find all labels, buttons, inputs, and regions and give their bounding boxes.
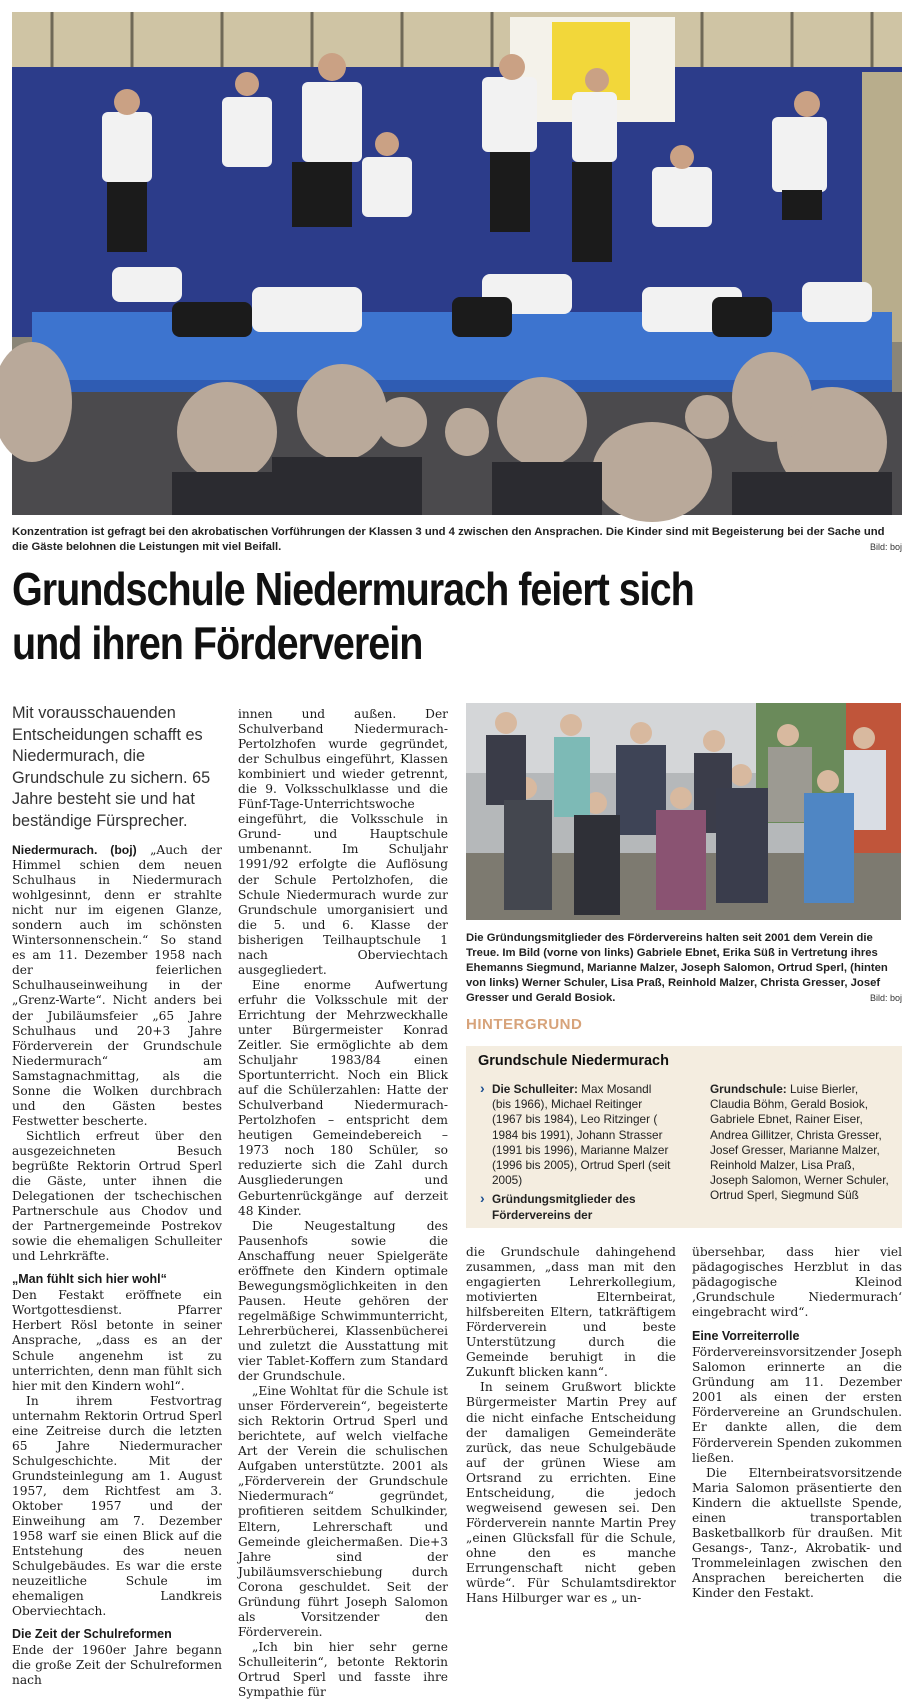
subheading-man-fuehlt-sich-wohl: „Man fühlt sich hier wohl“ bbox=[12, 1272, 167, 1287]
item-text: Luise Bierler, Claudia Böhm, Gerald Bosiok, Gabriele Ebnet, Rainer Eiser, Andrea Gillitzer, Christa Gresser, Josef Gresser, Marianne Malzer, Reinhold Malzer, Lisa Praß, Joseph Salomon, Werner Schuler, Ortrud Sperl, Siegmund Süß bbox=[710, 1082, 889, 1203]
photo-acrobatics-credit: Bild: boj bbox=[869, 542, 902, 552]
hintergrund-box bbox=[466, 1046, 902, 1228]
photo-founding-members-caption: Die Gründungsmitglieder des Fördervereins halten seit 2001 dem Verein die Treue. Im Bild (vorne von links) Gabriele Ebnet, Erika Süß in Vertretung ihres Ehemanns Siegmund, Marianne Malzer, Joseph Salomon, Ortrud Sperl, (hinten von links) Werner Schuler, Lisa Praß, Reinhold Malzer, Christa Gresser, Josef Gresser und Gerald Bosiok. bbox=[466, 932, 888, 1004]
paragraph-text: „Auch der Himmel schien dem neuen Schulhaus in Niedermurach wohlgesinnt, denn er strahlte nicht nur im eigenen Glanze, sondern auch im schönsten Wintersonnenschein.“ So stand es am 11. Dezember 1958 nach der feierlichen Schulhauseinweihung in der „Grenz-Warte“. Nicht anders bei der Jubiläumsfeier „65 Jahre Schulhaus und 20+3 Jahre Förderverein der Grundschule Niedermurach“ am Samstagnachmittag, als die Sonne die Wolken durchbrach und den Gästen bestes Festwetter bescherte. bbox=[12, 843, 222, 1128]
hintergrund-kicker: HINTERGRUND bbox=[466, 1016, 583, 1033]
hintergrund-title: Grundschule Niedermurach bbox=[478, 1053, 669, 1069]
photo-acrobatics-image bbox=[12, 12, 902, 515]
headline bbox=[12, 562, 782, 670]
paragraph: In seinem Grußwort blickte Bürgermeister Martin Prey auf die nicht einfache Entscheidung der damaligen Gemeinderäte zurück, das neue Schulgebäude auf der grünen Wiese am Ortsrand zu errichten. Eine Entscheidung, die jedoch wegweisend gewesen sei. Den Förderverein nannte Martin Prey „einen Glücksfall für die Schule, ohne den es manche Errungenschaft nicht geben würde“. Für Schulamtsdirektor Hans Hilburger war es „ un- bbox=[466, 1380, 676, 1606]
column-2 bbox=[238, 707, 448, 1700]
photo-founding-members-credit: Bild: boj bbox=[869, 993, 902, 1003]
paragraph: die Grundschule dahingehend zusammen, „dass man mit den engagierten Lehrerkollegium, motivierten Elternbeirat, hilfsbereiten Eltern, tatkräftigem Förderverein und beste Unterstützung durch die Gemeinde beruhigt in die Zukunft blicken kann“. bbox=[466, 1245, 676, 1380]
hintergrund-item-schulleiter bbox=[478, 1082, 672, 1188]
paragraph: „Ich bin hier sehr gerne Schulleiterin“, betonte Rektorin Ortrud Sperl und fasste ihre Sympathie für bbox=[238, 1639, 448, 1700]
paragraph: „Eine Wohltat für die Schule ist unser Förderverein“, begeisterte sich Rektorin Ortrud Sperl und berichtete, auf welch vielfache Art der Verein die schulischen Aufgaben unterstützte. 2001 als „Förderverein der Grundschule Niedermurach“ gegründet, profitieren seitdem Schulkinder, Eltern, Lehrerschaft und Gemeinde gleichermaßen. Die+3 Jahre sind der Jubiläumsverschiebung durch Corona geschuldet. Seit der Gründung führt Joseph Salomon als Vorsitzender den Förderverein. bbox=[238, 1384, 448, 1639]
photo-acrobatics bbox=[12, 12, 902, 515]
teaser: Mit vorausschauenden Entscheidungen schafft es Niedermurach, die Grundschule zu sichern. 65 Jahre besteht sie und hat beständige Fürsprecher. bbox=[12, 704, 211, 830]
subheading-vorreiterrolle: Eine Vorreiterrolle bbox=[692, 1329, 800, 1344]
photo-acrobatics-caption: Konzentration ist gefragt bei den akrobatischen Vorführungen der Klassen 3 und 4 zwischen den Ansprachen. Die Kinder sind mit Begeisterung bei der Sache und die Gäste belohnen die Leistungen mit viel Beifall. bbox=[12, 526, 885, 553]
item-label: Gründungsmitglieder des Fördervereins der Grundschule: bbox=[492, 1082, 787, 1222]
column-4 bbox=[692, 1245, 902, 1601]
paragraph: Die Elternbeiratsvorsitzende Maria Salomon präsentierte den Kindern die aktuellste Spende, einen transportablen Basketballkorb für draußen. Mit Gesangs-, Tanz-, Akrobatik- und Trommeleinlagen zwischen den Ansprachen bereicherten die Kinder den Festakt. bbox=[692, 1465, 902, 1600]
paragraph bbox=[12, 843, 222, 1129]
paragraph: Den Festakt eröffnete ein Wortgottesdienst. Pfarrer Herbert Rösl betonte in seiner Ansprache, „dass es an der Schule angenehm ist zu unterrichten, denn man fühlt sich hier mit den Kindern wohl“. bbox=[12, 1288, 222, 1393]
item-text: Max Mosandl (bis 1966), Michael Reitinger (1967 bis 1984), Leo Ritzinger ( 1984 bis 1991), Johann Strasser (1991 bis 1996), Marianne Malzer (1996 bis 2005), Ortrud Sperl (seit 2005) bbox=[492, 1082, 671, 1188]
paragraph: übersehbar, dass hier viel pädagogisches Herzblut in das pädagogische Kleinod ‚Grundschule Niedermurach‘ eingebracht wird“. bbox=[692, 1245, 902, 1320]
paragraph: Fördervereinsvorsitzender Joseph Salomon erinnerte an die Gründung am 11. Dezember 2001 als einen der ersten Fördervereine an Grundschulen. Er dankte allen, die dem Förderverein Spenden zukommen ließen. bbox=[692, 1345, 902, 1465]
paragraph: Die Neugestaltung des Pausenhofs sowie die Anschaffung neuer Spielgeräte eröffnete den Kindern optimale Bewegungsmöglichkeiten in den Pausen. Heute gehören der regelmäßige Schwimmunterricht, Lehrerbücherei, Klassenbücherei und zuletzt die Ausstattung mit vier Tablet-Koffern zum Standard der Grundschule. bbox=[238, 1218, 448, 1384]
headline-line-2: und ihren Förderverein bbox=[12, 617, 423, 669]
photo-founding-members bbox=[466, 703, 901, 920]
item-label: Die Schulleiter: bbox=[492, 1082, 578, 1096]
photo-founding-members-image bbox=[466, 703, 901, 920]
dateline: Niedermurach. (boj) bbox=[12, 843, 137, 857]
paragraph: innen und außen. Der Schulverband Niedermurach-Pertolzhofen wurde gegründet, der Schulbus eingeführt, Klassen kombiniert und wieder getrennt, die 9. Volksschulklasse und die Fünf-Tage-Unterrichtswoche eingeführt, die Volksschule in Grund- und Hauptschule umbenannt. Im Schuljahr 1991/92 erfolgte die Auflösung der Schule Pertolzhofen, die Schule Niedermurach wurde zur Grundschule umorganisiert und die 5. und 6. Klasse der bisherigen Teilhauptschule 1 nach Oberviechtach ausgegliedert. bbox=[238, 707, 448, 977]
paragraph: Eine enorme Aufwertung erfuhr die Volksschule mit der Errichtung der Mehrzweckhalle unter Bürgermeister Konrad Zeitler. Sie ermöglichte ab dem Schuljahr 1983/84 einen Sportunterricht. Noch ein Blick auf die Schülerzahlen: Hatte der Schulverband Niedermurach-Pertolzhofen – entspricht dem heutigen Gemeindebereich – 1973 noch 180 Schüler, so reduzierte sich die Zahl durch Ausgliederungen und Geburtenrückgänge auf derzeit 48 Kinder. bbox=[238, 977, 448, 1218]
paragraph: Ende der 1960er Jahre begann die große Zeit der Schulreformen nach bbox=[12, 1643, 222, 1688]
column-1 bbox=[12, 843, 222, 1688]
paragraph: Sichtlich erfreut über den ausgezeichneten Besuch begrüßte Rektorin Ortrud Sperl die Gäste, unter ihnen die Delegationen der tschechischen Partnerschule aus Chodov und der Partnergemeinde Postrekov sowie die ehemaligen Schulleiter und Lehrkräfte. bbox=[12, 1128, 222, 1264]
headline-line-1: Grundschule Niedermurach feiert sich bbox=[12, 563, 694, 615]
column-3 bbox=[466, 1245, 676, 1606]
subheading-schulreformen: Die Zeit der Schulreformen bbox=[12, 1627, 172, 1642]
paragraph: In ihrem Festvortrag unternahm Rektorin Ortrud Sperl eine Zeitreise durch die letzten 65 Jahre Niedermuracher Schulgeschichte. Mit der Grundsteinlegung am 1. August 1957, dem Richtfest am 3. Oktober 1957 und der Einweihung am 7. Dezember 1958 warf sie einen Blick auf die Entstehung des neuen Schulgebäudes. Es war die erste neuzeitliche Schule im ehemaligen Landkreis Oberviechtach. bbox=[12, 1393, 222, 1619]
